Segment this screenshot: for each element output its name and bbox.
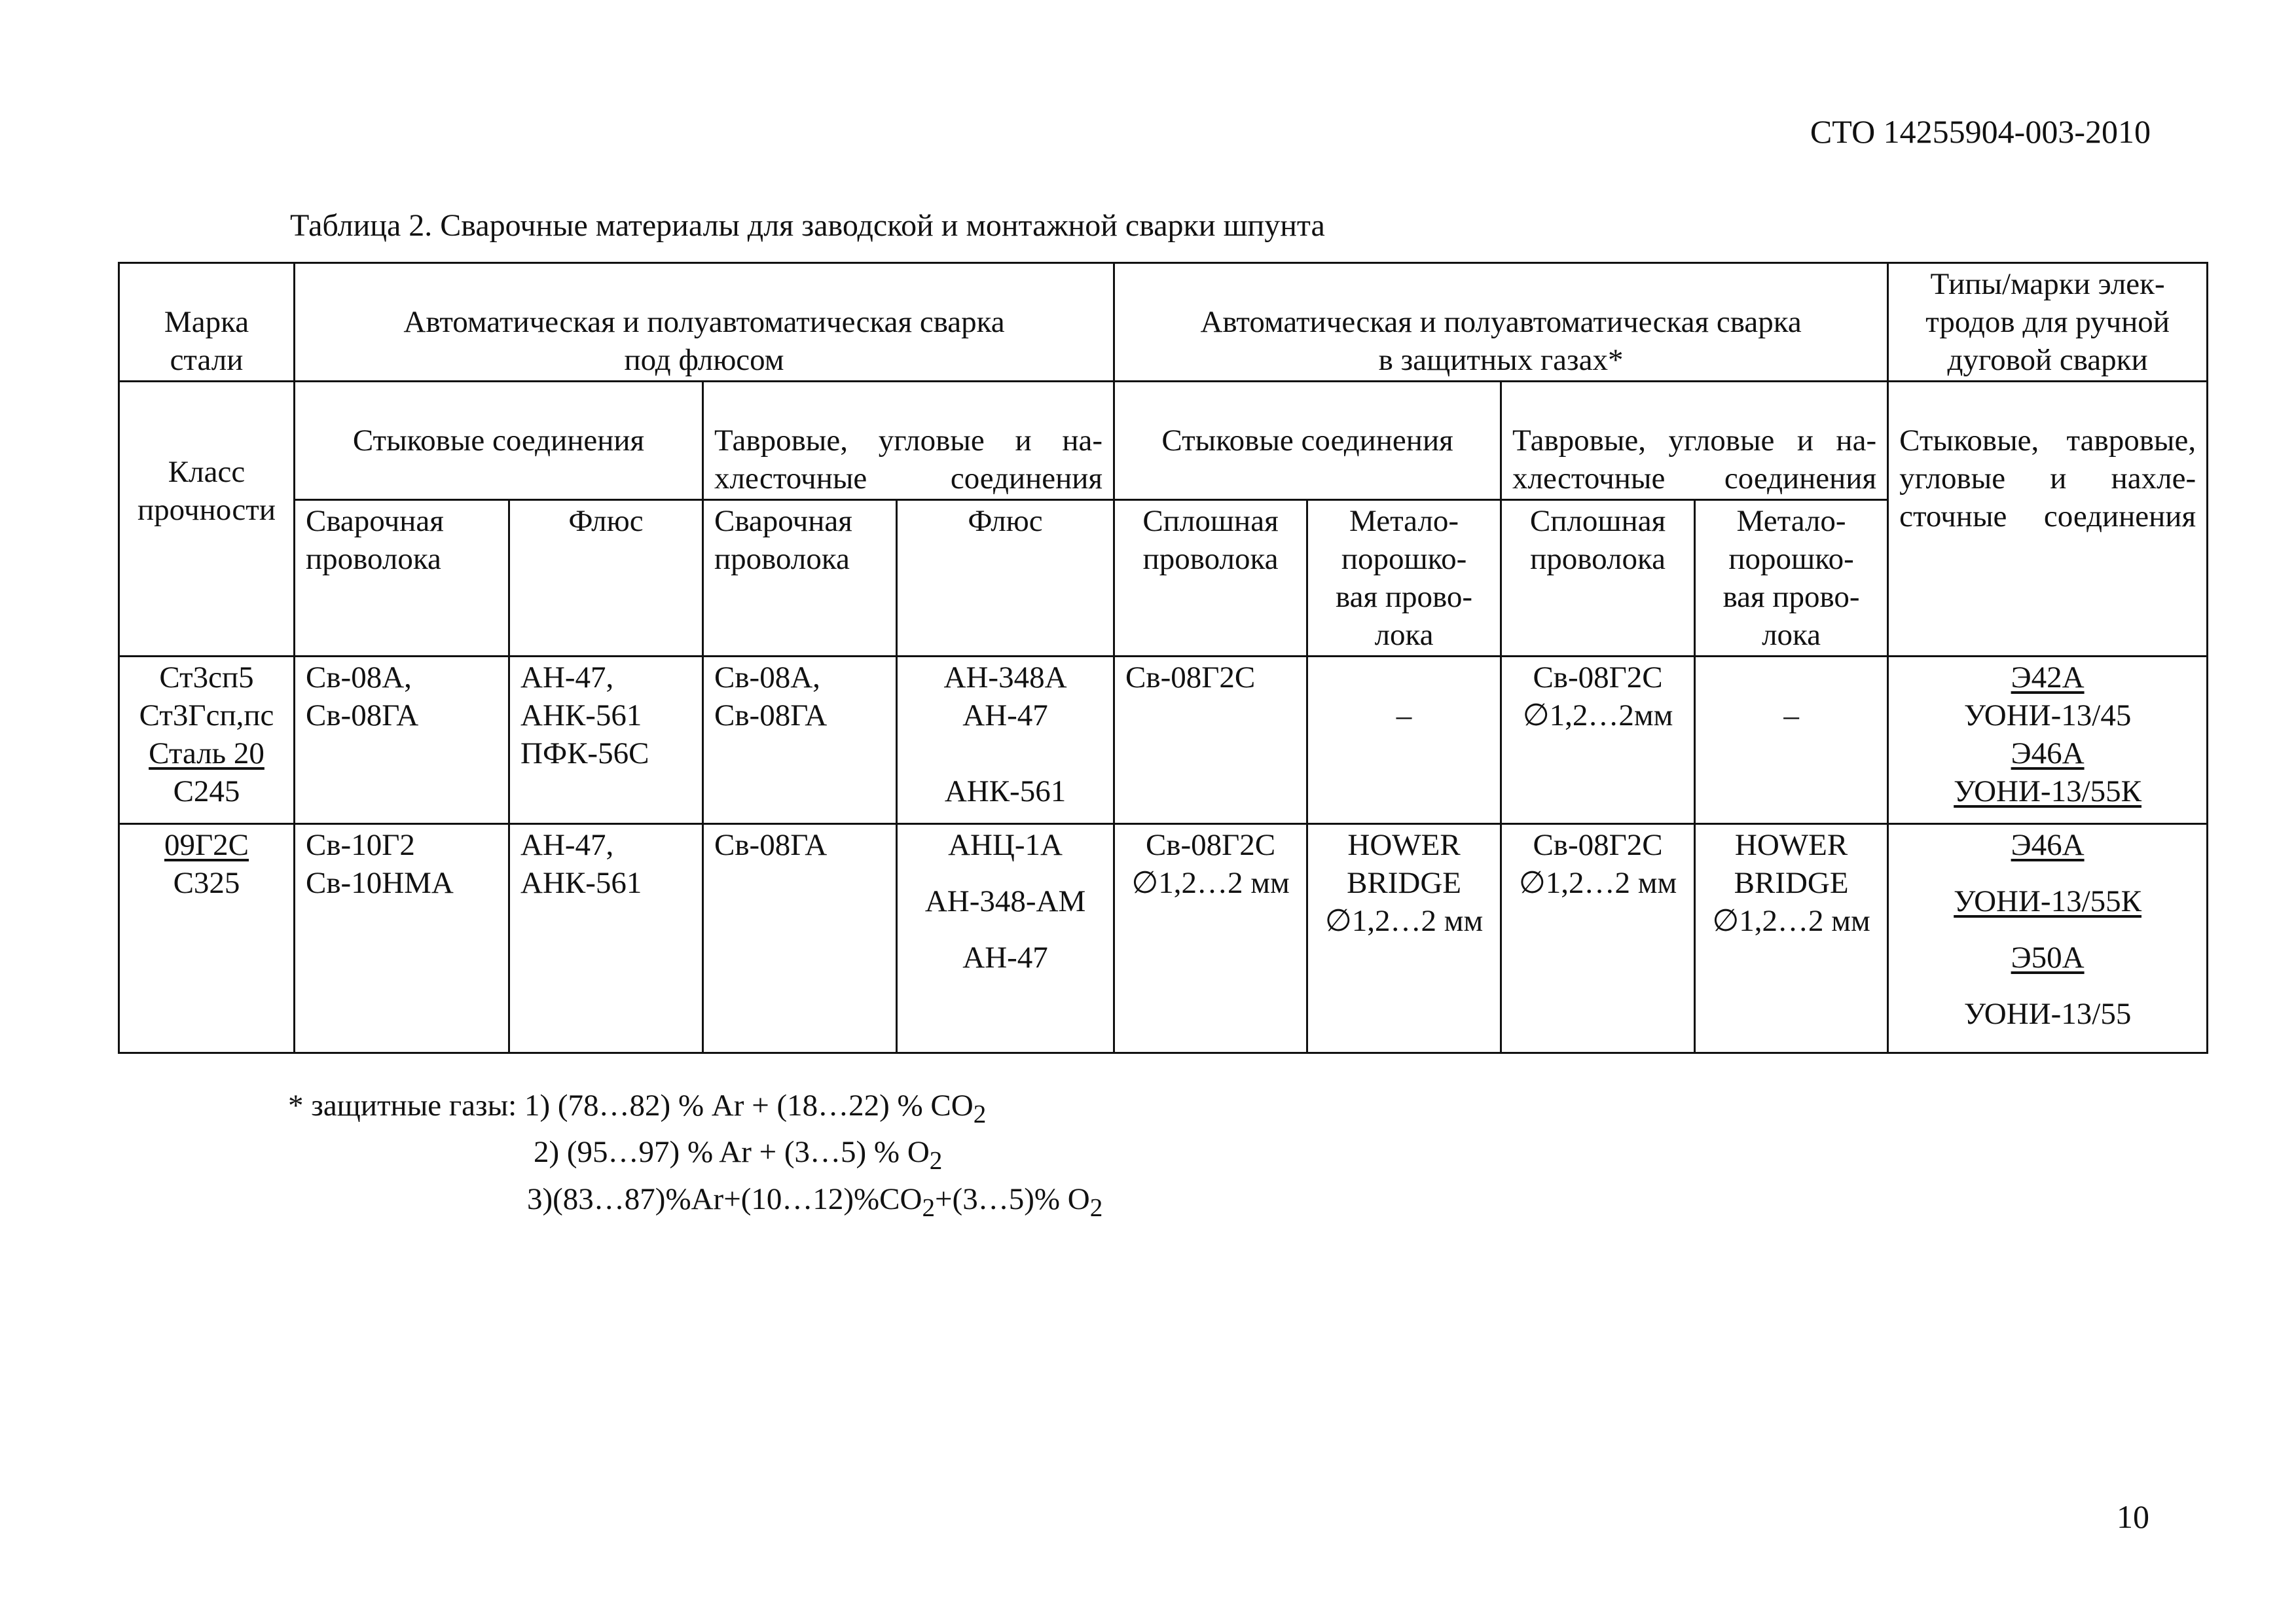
header-gas-tee-joints: Тавровые, угловые и на- хлесточные соединения <box>1501 382 1888 500</box>
flux-tee-flux-cell: АНЦ-1А АН-348-АМ АН-47 <box>897 824 1114 1053</box>
document-code: СТО 14255904-003-2010 <box>1810 113 2151 150</box>
electrodes-cell: Э42А УОНИ-13/45 Э46А УОНИ-13/55К <box>1888 657 2208 824</box>
flux-tee-wire-cell: Св-08ГА <box>703 824 897 1053</box>
gas-butt-solid-cell: Св-08Г2С <box>1114 657 1307 824</box>
shielding-gases-footnote <box>288 1087 1102 1227</box>
welding-materials-table <box>118 262 2208 1054</box>
header-flux-tee-joints: Тавровые, угловые и на- хлесточные соединения <box>703 382 1114 500</box>
gas-tee-solid-cell: Св-08Г2С ∅1,2…2мм <box>1501 657 1695 824</box>
header-gas-butt-powder-wire: Метало- порошко- вая прово- лока <box>1307 500 1501 657</box>
flux-butt-wire-cell: Св-10Г2 Св-10НМА <box>295 824 509 1053</box>
footnote-line-1: * защитные газы: 1) (78…82) % Ar + (18…22) % $CO_2$ <box>288 1089 987 1128</box>
header-manual-electrodes: Типы/марки элек- тродов для ручной дуговой сварки <box>1888 263 2208 382</box>
header-submerged-arc-welding: Автоматическая и полуавтоматическая сварка под флюсом <box>295 263 1114 382</box>
header-flux-butt-wire: Сварочная проволока <box>295 500 509 657</box>
header-flux-butt-flux: Флюс <box>509 500 703 657</box>
flux-butt-wire-cell: Св-08А, Св-08ГА <box>295 657 509 824</box>
steel-grade-cell: Ст3сп5 Ст3Гсп,пс Сталь 20 С245 <box>119 657 295 824</box>
gas-butt-powder-cell: – <box>1307 657 1501 824</box>
electrodes-cell: Э46А УОНИ-13/55К Э50А УОНИ-13/55 <box>1888 824 2208 1053</box>
table-row <box>119 824 2208 1053</box>
flux-tee-wire-cell: Св-08А, Св-08ГА <box>703 657 897 824</box>
gas-tee-powder-cell: HOWER BRIDGE ∅1,2…2 мм <box>1695 824 1888 1053</box>
table-header-row-1 <box>119 263 2208 382</box>
footnote-line-2: 2) (95…97) % Ar + (3…5) % $O_2$ <box>534 1135 943 1175</box>
page-number: 10 <box>2117 1498 2149 1535</box>
table-header-row-2 <box>119 382 2208 500</box>
header-gas-tee-powder-wire: Метало- порошко- вая прово- лока <box>1695 500 1888 657</box>
header-flux-tee-wire: Сварочная проволока <box>703 500 897 657</box>
header-gas-butt-solid-wire: Сплошная проволока <box>1114 500 1307 657</box>
header-flux-tee-flux: Флюс <box>897 500 1114 657</box>
gas-butt-solid-cell: Св-08Г2С ∅1,2…2 мм <box>1114 824 1307 1053</box>
table-caption: Таблица 2. Сварочные материалы для заводской и монтажной сварки шпунта <box>290 208 1325 243</box>
header-strength-class: Класс прочности <box>119 382 295 657</box>
header-steel-grade: Марка стали <box>119 263 295 382</box>
header-gas-tee-solid-wire: Сплошная проволока <box>1501 500 1695 657</box>
flux-tee-flux-cell: АН-348А АН-47 АНК-561 <box>897 657 1114 824</box>
gas-tee-powder-cell: – <box>1695 657 1888 824</box>
header-all-joints: Стыковые, тавровые, угловые и нахле- сточные соединения <box>1888 382 2208 657</box>
gas-butt-powder-cell: HOWER BRIDGE ∅1,2…2 мм <box>1307 824 1501 1053</box>
header-flux-butt-joints: Стыковые соединения <box>295 382 703 500</box>
header-gas-butt-joints: Стыковые соединения <box>1114 382 1501 500</box>
header-gas-shielded-welding: Автоматическая и полуавтоматическая сварка в защитных газах* <box>1114 263 1888 382</box>
table-row <box>119 657 2208 824</box>
footnote-line-3: $3)(83\dots 87)\%Ar+(10\dots 12)\%CO_2+(3\dots 5)\%$ $O_2$ <box>527 1182 1103 1222</box>
gas-tee-solid-cell: Св-08Г2С ∅1,2…2 мм <box>1501 824 1695 1053</box>
flux-butt-flux-cell: АН-47, АНК-561 ПФК-56С <box>509 657 703 824</box>
steel-grade-cell: 09Г2С С325 <box>119 824 295 1053</box>
flux-butt-flux-cell: АН-47, АНК-561 <box>509 824 703 1053</box>
